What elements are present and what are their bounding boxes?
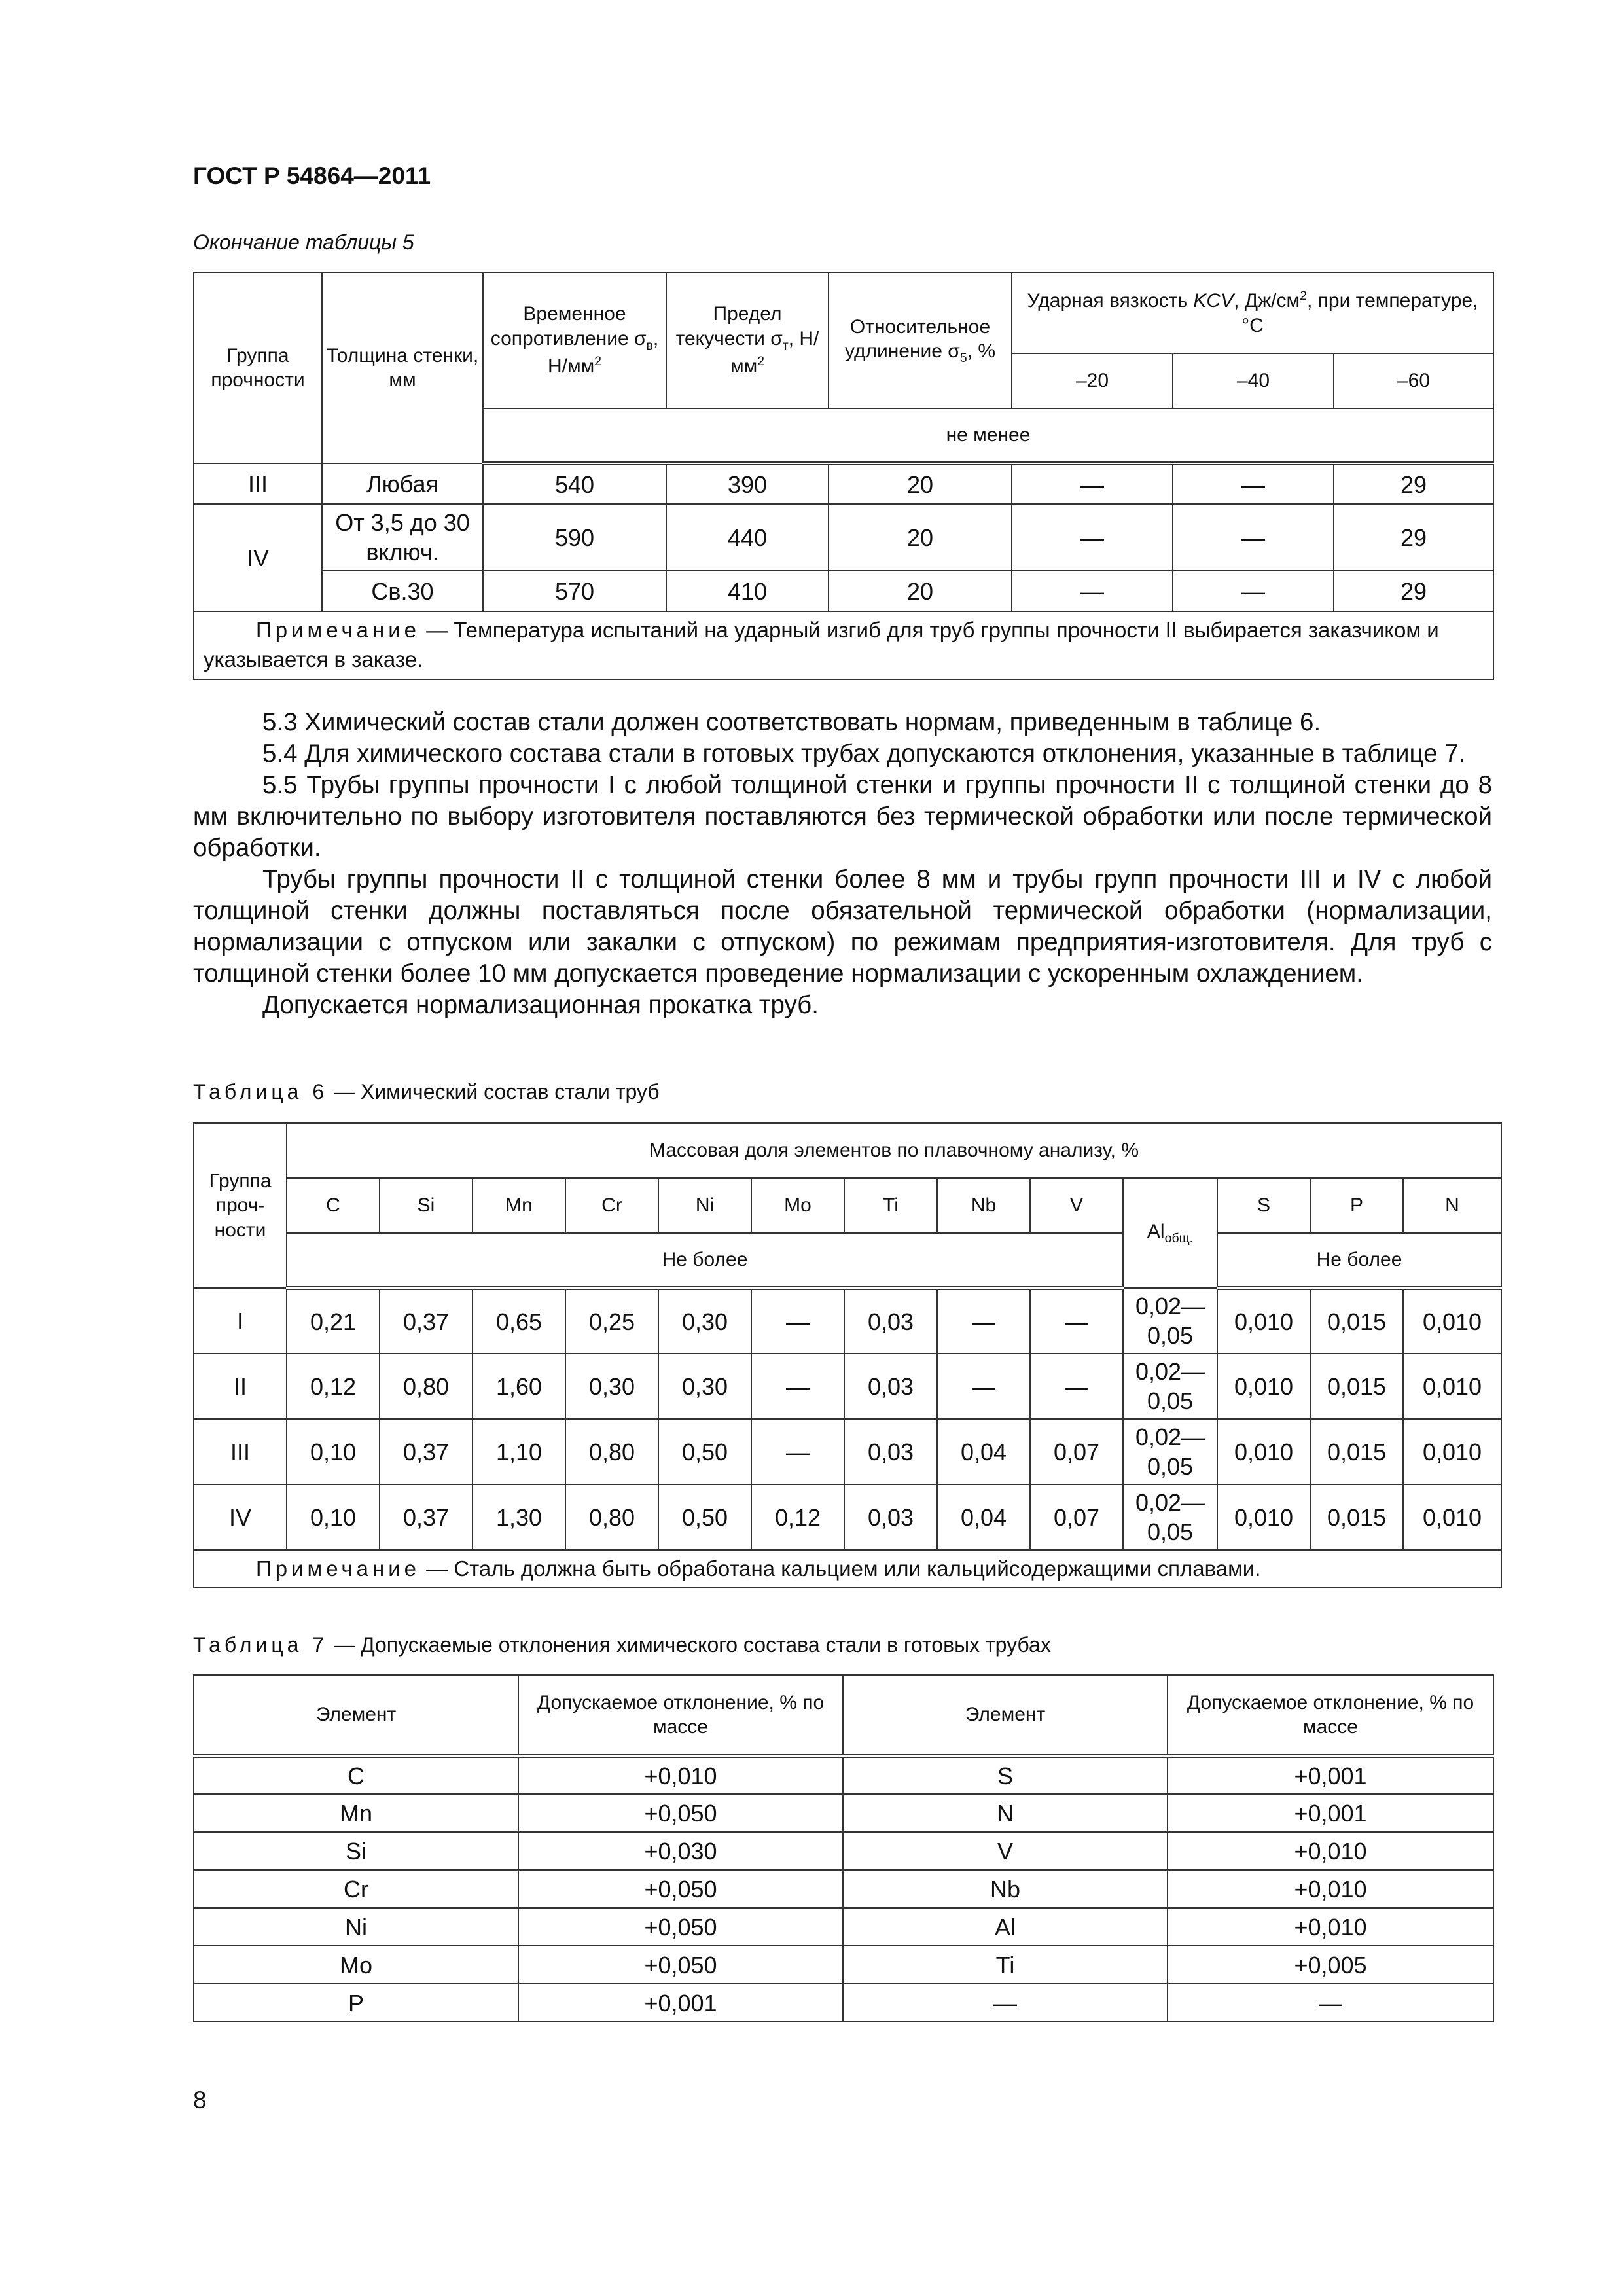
table-cell: 0,010 xyxy=(1403,1288,1501,1354)
table-cell: 0,07 xyxy=(1030,1419,1123,1484)
t6-note: Примечание — Сталь должна быть обработана кальцием или кальцийсодержащими сплавами. xyxy=(194,1550,1501,1588)
table-cell: +0,005 xyxy=(1168,1946,1493,1984)
table-cell: 410 xyxy=(666,571,829,611)
table-cell: 0,02—0,05 xyxy=(1123,1484,1217,1550)
table-cell: 590 xyxy=(483,504,666,571)
table-cell: Ni xyxy=(194,1908,518,1946)
t6-header-element: S xyxy=(1217,1178,1310,1233)
t6-header-element: Mn xyxy=(473,1178,565,1233)
table-cell: P xyxy=(194,1984,518,2022)
table-cell: III xyxy=(194,1419,287,1484)
table-cell: 0,010 xyxy=(1217,1419,1310,1484)
table-cell: 0,80 xyxy=(565,1484,658,1550)
table-cell: 0,50 xyxy=(658,1419,751,1484)
table-cell: +0,001 xyxy=(1168,1794,1493,1832)
table-cell: Mn xyxy=(194,1794,518,1832)
table-cell: 0,015 xyxy=(1310,1288,1403,1354)
table-cell: Cr xyxy=(194,1870,518,1908)
table-cell: — xyxy=(1030,1354,1123,1419)
table-cell: — xyxy=(937,1354,1030,1419)
t6-header-element: Ti xyxy=(844,1178,937,1233)
t6-header-element: Mo xyxy=(751,1178,844,1233)
table-cell: — xyxy=(937,1288,1030,1354)
table-cell: 0,010 xyxy=(1217,1354,1310,1419)
table-cell: — xyxy=(1173,463,1334,504)
table-cell: 0,02—0,05 xyxy=(1123,1354,1217,1419)
table-cell: 0,65 xyxy=(473,1288,565,1354)
table-cell: Nb xyxy=(843,1870,1168,1908)
table-cell: +0,010 xyxy=(1168,1832,1493,1870)
table-cell: C xyxy=(194,1756,518,1794)
table-cell: 0,03 xyxy=(844,1354,937,1419)
table-cell: Al xyxy=(843,1908,1168,1946)
paragraph: Допускается нормализационная прокатка труб. xyxy=(262,991,819,1019)
t5-header-tensile: Временное сопротивление $\sigma_в$, $Н/мм^2$ xyxy=(483,272,666,408)
table-cell: Mo xyxy=(194,1946,518,1984)
table-cell: 0,37 xyxy=(380,1288,473,1354)
table-cell: 0,07 xyxy=(1030,1484,1123,1550)
table-cell: 0,02—0,05 xyxy=(1123,1419,1217,1484)
t5-header-temp-20: –20 xyxy=(1012,353,1173,408)
table-cell: 0,10 xyxy=(287,1419,380,1484)
t6-header-element: V xyxy=(1030,1178,1123,1233)
paragraph: Трубы группы прочности II с толщиной стенки более 8 мм и трубы групп прочности III и IV с любой толщиной стенки должны поставляться после обязательной термической обработки (нормализации, нормализации с отпуском или закалки с отпуском) по режимам предприятия-изготовителя. Для труб с толщиной стенки более 10 мм допускается проведение нормализации с ускоренным охлаждением. xyxy=(193,865,1492,988)
t7-header-deviation: Допускаемое отклонение, % по массе xyxy=(518,1675,843,1756)
table6-caption: Таблица 6 — Химический состав стали труб xyxy=(193,1080,660,1103)
table-cell: S xyxy=(843,1756,1168,1794)
table-cell: V xyxy=(843,1832,1168,1870)
t6-header-element: Si xyxy=(380,1178,473,1233)
t5-note: Примечание — Температура испытаний на ударный изгиб для труб группы прочности II выбирается заказчиком и указывается в заказе. xyxy=(194,611,1493,679)
table-cell: 0,80 xyxy=(565,1419,658,1484)
table-cell: +0,050 xyxy=(518,1794,843,1832)
t7-header-element: Элемент xyxy=(843,1675,1168,1756)
table-cell: 20 xyxy=(829,504,1012,571)
table-cell: 0,010 xyxy=(1217,1484,1310,1550)
table-cell: 20 xyxy=(829,463,1012,504)
body-text xyxy=(193,707,1492,1021)
table-cell: 0,50 xyxy=(658,1484,751,1550)
table-cell: +0,010 xyxy=(1168,1908,1493,1946)
table5-caption: Окончание таблицы 5 xyxy=(193,230,414,254)
table-cell: +0,010 xyxy=(518,1756,843,1794)
table-cell: — xyxy=(1012,463,1173,504)
t7-header-element: Элемент xyxy=(194,1675,518,1756)
table-cell: 0,10 xyxy=(287,1484,380,1550)
table-cell: 1,10 xyxy=(473,1419,565,1484)
t7-header-deviation: Допускаемое отклонение, % по массе xyxy=(1168,1675,1493,1756)
table-cell: Ti xyxy=(843,1946,1168,1984)
table-cell: — xyxy=(1168,1984,1493,2022)
table7-caption: Таблица 7 — Допускаемые отклонения химического состава стали в готовых трубах xyxy=(193,1633,1051,1657)
t6-header-al: $Al_{общ.}$ xyxy=(1123,1178,1217,1288)
table-cell: 29 xyxy=(1334,504,1493,571)
table-cell: 0,010 xyxy=(1403,1354,1501,1419)
t5-header-elongation: Относительное удлинение $\sigma_5$, % xyxy=(829,272,1012,408)
table-cell: II xyxy=(194,1354,287,1419)
table-cell: Св.30 xyxy=(322,571,483,611)
t5-header-temp-60: –60 xyxy=(1334,353,1493,408)
t6-header-element: C xyxy=(287,1178,380,1233)
table-cell: 0,37 xyxy=(380,1484,473,1550)
table-cell: — xyxy=(1030,1288,1123,1354)
table-cell: IV xyxy=(194,1484,287,1550)
table-cell: — xyxy=(1173,571,1334,611)
table-cell: +0,050 xyxy=(518,1908,843,1946)
table-cell: 1,60 xyxy=(473,1354,565,1419)
table-cell: 0,30 xyxy=(658,1354,751,1419)
paragraph: 5.5 Трубы группы прочности I с любой толщиной стенки и группы прочности II с толщиной стенки до 8 мм включительно по выбору изготовителя поставляются без термической обработки или после термической обработки. xyxy=(193,771,1492,862)
t6-header-group: Группа проч-ности xyxy=(194,1123,287,1288)
table-cell: 570 xyxy=(483,571,666,611)
table7 xyxy=(193,1674,1494,2022)
table-cell: 0,30 xyxy=(658,1288,751,1354)
document-header: ГОСТ Р 54864—2011 xyxy=(193,162,431,189)
table-cell: — xyxy=(751,1419,844,1484)
table-cell: 29 xyxy=(1334,571,1493,611)
t5-header-min: не менее xyxy=(483,408,1493,463)
table-cell: +0,001 xyxy=(1168,1756,1493,1794)
table-cell: 0,010 xyxy=(1403,1484,1501,1550)
table5 xyxy=(193,272,1494,680)
t5-header-temp-40: –40 xyxy=(1173,353,1334,408)
table-cell: +0,050 xyxy=(518,1870,843,1908)
table-cell: +0,010 xyxy=(1168,1870,1493,1908)
t6-header-element: P xyxy=(1310,1178,1403,1233)
t5-header-impact: Ударная вязкость KCV, $Дж/см^2$, при температуре, °С xyxy=(1012,272,1493,353)
table-cell: 390 xyxy=(666,463,829,504)
t5-header-group: Группа прочности xyxy=(194,272,322,463)
table-cell: От 3,5 до 30 включ. xyxy=(322,504,483,571)
table-cell: +0,030 xyxy=(518,1832,843,1870)
table-cell: 0,02—0,05 xyxy=(1123,1288,1217,1354)
table-cell: 0,25 xyxy=(565,1288,658,1354)
table-cell: Любая xyxy=(322,463,483,504)
table-cell: 0,015 xyxy=(1310,1354,1403,1419)
table-cell: 0,30 xyxy=(565,1354,658,1419)
t6-header-element: N xyxy=(1403,1178,1501,1233)
table-cell: N xyxy=(843,1794,1168,1832)
table-cell: III xyxy=(194,463,322,504)
table-cell: 0,04 xyxy=(937,1484,1030,1550)
t6-header-not-more: Не более xyxy=(287,1233,1123,1288)
t5-header-thickness: Толщина стенки, мм xyxy=(322,272,483,463)
table-cell: 0,21 xyxy=(287,1288,380,1354)
table-cell: 540 xyxy=(483,463,666,504)
table-cell: 29 xyxy=(1334,463,1493,504)
table-cell: — xyxy=(751,1354,844,1419)
table-cell: — xyxy=(1173,504,1334,571)
table-cell: 0,12 xyxy=(287,1354,380,1419)
table-cell: 0,37 xyxy=(380,1419,473,1484)
table-cell: — xyxy=(843,1984,1168,2022)
table-cell: +0,050 xyxy=(518,1946,843,1984)
t6-header-mass: Массовая доля элементов по плавочному анализу, % xyxy=(287,1123,1501,1178)
table-cell: 0,80 xyxy=(380,1354,473,1419)
table-cell: 0,03 xyxy=(844,1419,937,1484)
table-cell: Si xyxy=(194,1832,518,1870)
table-cell: I xyxy=(194,1288,287,1354)
table-cell: 0,12 xyxy=(751,1484,844,1550)
page-number: 8 xyxy=(193,2087,207,2113)
table6 xyxy=(193,1122,1502,1588)
t5-header-yield: Предел текучести $\sigma_т$, $Н/мм^2$ xyxy=(666,272,829,408)
table-cell: 1,30 xyxy=(473,1484,565,1550)
t6-header-not-more: Не более xyxy=(1217,1233,1501,1288)
table-cell: 0,010 xyxy=(1217,1288,1310,1354)
t6-header-element: Nb xyxy=(937,1178,1030,1233)
table-cell: 440 xyxy=(666,504,829,571)
table-cell: — xyxy=(751,1288,844,1354)
paragraph: 5.3 Химический состав стали должен соответствовать нормам, приведенным в таблице 6. xyxy=(262,708,1321,736)
table-cell: — xyxy=(1012,504,1173,571)
table-cell: 0,03 xyxy=(844,1288,937,1354)
table-cell: — xyxy=(1012,571,1173,611)
table-cell: IV xyxy=(194,504,322,611)
table-cell: 0,015 xyxy=(1310,1484,1403,1550)
table-cell: 0,03 xyxy=(844,1484,937,1550)
table-cell: 0,010 xyxy=(1403,1419,1501,1484)
table-cell: 0,04 xyxy=(937,1419,1030,1484)
table-cell: +0,001 xyxy=(518,1984,843,2022)
paragraph: 5.4 Для химического состава стали в готовых трубах допускаются отклонения, указанные в таблице 7. xyxy=(262,740,1466,768)
table-cell: 20 xyxy=(829,571,1012,611)
t6-header-element: Cr xyxy=(565,1178,658,1233)
table-cell: 0,015 xyxy=(1310,1419,1403,1484)
t6-header-element: Ni xyxy=(658,1178,751,1233)
